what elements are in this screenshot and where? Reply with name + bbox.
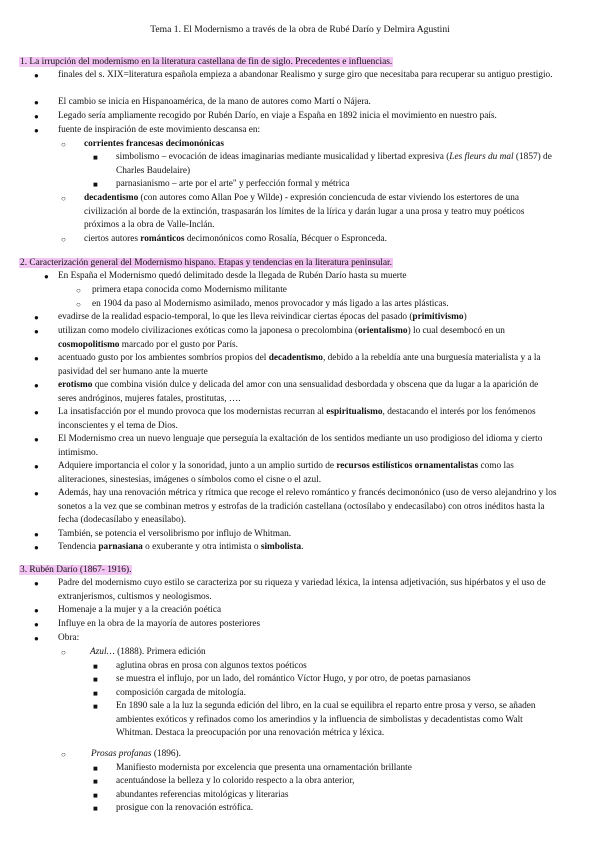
bullet-icon: ● <box>34 634 39 643</box>
list-item: evadirse de la realidad espacio-temporal, lo que les lleva reivindicar ciertas épocas del pasado (primitivismo) <box>58 312 467 322</box>
list-item: Homenaje a la mujer y a la creación poética <box>58 605 222 615</box>
bullet-icon: ● <box>34 98 39 107</box>
square-bullet-icon: ■ <box>93 791 98 800</box>
list-item: Influye en la obra de la mayoría de autores posteriores <box>58 619 261 629</box>
square-bullet-icon: ■ <box>93 689 98 698</box>
list-item: ciertos autores románticos decimonónicos como Rosalía, Bécquer o Espronceda. <box>84 234 387 244</box>
list-item: En 1890 sale a la luz la segunda edición del libro, en la cual se equilibra el reparto entre prosa y verso, se añaden ambientes exóticos y refinados como los amerindios y la influencia de simbolistas y decadentistas como Walt Whitman. Destaca la preocupación por una renovación métrica y léxica. <box>116 701 536 739</box>
bullet-icon: ● <box>34 489 39 498</box>
list-item: erotismo que combina visión dulce y delicada del amor con una sensualidad desbordada y obscena que da lugar a la aparición de seres andróginos, mujeres fatales, prostitutas, …. <box>58 380 539 404</box>
list-item: Adquiere importancia el color y la sonoridad, junto a un amplio surtido de recursos estilísticos ornamentalistas como las aliteraciones, sinestesias, imágenes o símbolos como el cisne o el azul. <box>58 461 514 485</box>
list-item: Azul… (1888). Primera edición <box>90 647 206 657</box>
list-item: En España el Modernismo quedó delimitado desde la llegada de Rubén Darío hasta su muerte <box>58 271 407 281</box>
list-item: La insatisfacción por el mundo provoca que los modernistas recurran al espiritualismo, destacando el interés por los fenómenos inconscientes y el tema de Dios. <box>58 407 536 431</box>
circle-bullet-icon: ○ <box>76 286 81 295</box>
list-item: simbolismo – evocación de ideas imaginarias mediante musicalidad y libertad expresiva (Les fleurs du mal (1857) de Charles Baudelaire) <box>116 152 552 176</box>
circle-bullet-icon: ○ <box>61 194 66 203</box>
document-title: Tema 1. El Modernismo a través de la obra de Rubé Darío y Delmira Agustini <box>150 24 450 35</box>
list-item: También, se potencia el versolibrismo por influjo de Whitman. <box>58 529 292 539</box>
list-item: El Modernismo crea un nuevo lenguaje que perseguía la exaltación de los sentidos mediante un uso prodigioso del idioma y cierto intimismo. <box>58 434 543 458</box>
list-item: composición cargada de mitología. <box>116 688 246 698</box>
list-item: Obra: <box>58 633 80 643</box>
bullet-icon: ● <box>34 543 39 552</box>
list-item: en 1904 da paso al Modernismo asimilado, menos provocador y más ligado a las artes plásticas. <box>92 299 449 309</box>
bullet-icon: ● <box>34 530 39 539</box>
list-item: abundantes referencias mitológicas y literarias <box>116 790 289 800</box>
bullet-icon: ● <box>44 272 49 281</box>
circle-bullet-icon: ○ <box>61 235 66 244</box>
bullet-icon: ● <box>34 579 39 588</box>
list-item: El cambio se inicia en Hispanoamérica, de la mano de autores como Martí o Nájera. <box>58 97 371 107</box>
square-bullet-icon: ■ <box>93 180 98 189</box>
square-bullet-icon: ■ <box>93 153 98 162</box>
list-item: primera etapa conocida como Modernismo militante <box>92 285 287 295</box>
list-item: Legado sería ampliamente recogido por Rubén Darío, en viaje a España en 1892 inicia el movimiento en nuestro país. <box>58 111 497 121</box>
list-item: parnasianismo – arte por el arte" y perfección formal y métrica <box>116 179 350 189</box>
circle-bullet-icon: ○ <box>76 300 81 309</box>
circle-bullet-icon: ○ <box>61 750 66 759</box>
bullet-icon: ● <box>34 381 39 390</box>
list-item: se muestra el influjo, por un lado, del romántico Víctor Hugo, y por otro, de poetas parnasianos <box>116 674 471 684</box>
square-bullet-icon: ■ <box>93 804 98 813</box>
square-bullet-icon: ■ <box>93 662 98 671</box>
square-bullet-icon: ■ <box>93 675 98 684</box>
list-item: Manifiesto modernista por excelencia que presenta una ornamentación brillante <box>116 763 412 773</box>
bullet-icon: ● <box>34 462 39 471</box>
bullet-icon: ● <box>34 126 39 135</box>
circle-bullet-icon: ○ <box>61 648 66 657</box>
bullet-icon: ● <box>34 408 39 417</box>
section-3-heading: 3. Rubén Darío (1867- 1916). <box>20 565 132 575</box>
list-item: utilizan como modelo civilizaciones exóticas como la japonesa o precolombina (orientalismo) lo cual desembocó en un cosmopolitismo marcado por el gusto por París. <box>58 326 505 350</box>
list-item: decadentismo (con autores como Allan Poe y Wilde) - expresión conciencuda de estar viviendo los estertores de una civilización al borde de la extinción, traspasarán los límites de la lírica y darán lugar a una prosa y teatro muy poéticos próximos a la obra de Valle-Inclán. <box>84 193 525 231</box>
bullet-icon: ● <box>34 112 39 121</box>
square-bullet-icon: ■ <box>93 764 98 773</box>
bullet-icon: ● <box>34 71 39 80</box>
list-item: finales del s. XIX=literatura española empieza a abandonar Realismo y surge giro que necesitaba para recuperar su antiguo prestigio. <box>58 70 553 80</box>
list-item: Prosas profanas (1896). <box>91 749 181 759</box>
list-item: aglutina obras en prosa con algunos textos poéticos <box>116 661 307 671</box>
bullet-icon: ● <box>34 606 39 615</box>
bullet-icon: ● <box>34 620 39 629</box>
bullet-icon: ● <box>34 327 39 336</box>
section-2-heading: 2. Caracterización general del Modernismo hispano. Etapas y tendencias en la literatura peninsular. <box>20 258 392 268</box>
bullet-icon: ● <box>34 354 39 363</box>
bullet-icon: ● <box>34 435 39 444</box>
list-item: corrientes francesas decimonónicas <box>84 139 224 149</box>
square-bullet-icon: ■ <box>93 702 98 711</box>
section-1-heading: 1. La irrupción del modernismo en la literatura castellana de fin de siglo. Precedentes e influencias. <box>20 57 393 67</box>
list-item: Tendencia parnasiana o exuberante y otra intimista o simbolista. <box>58 542 304 552</box>
list-item: Además, hay una renovación métrica y rítmica que recoge el relevo romántico y francés decimonónico (uso de verso alejandrino y los sonetos a la vez que se combinan metros y estrofas de la tradición castellana (octosílabo y endecasílabo) con otros inéditos hasta la fecha (dodecasílabo y eneasílabo). <box>58 488 557 526</box>
list-item: prosigue con la renovación estrófica. <box>116 803 254 813</box>
bullet-icon: ● <box>34 313 39 322</box>
list-item: acentuándose la belleza y lo colorido respecto a la obra anterior, <box>116 776 355 786</box>
circle-bullet-icon: ○ <box>61 140 66 149</box>
square-bullet-icon: ■ <box>93 777 98 786</box>
list-item: acentuado gusto por los ambientes sombríos propios del decadentismo, debido a la rebeldía ante una burguesía materialista y a la pasividad del ser humano ante la muerte <box>58 353 541 377</box>
list-item: fuente de inspiración de este movimiento descansa en: <box>58 125 261 135</box>
list-item: Padre del modernismo cuyo estilo se caracteriza por su riqueza y variedad léxica, la intensa adjetivación, sus hipérbatos y el uso de extranjerismos, cultismos y neologismos. <box>58 578 546 602</box>
